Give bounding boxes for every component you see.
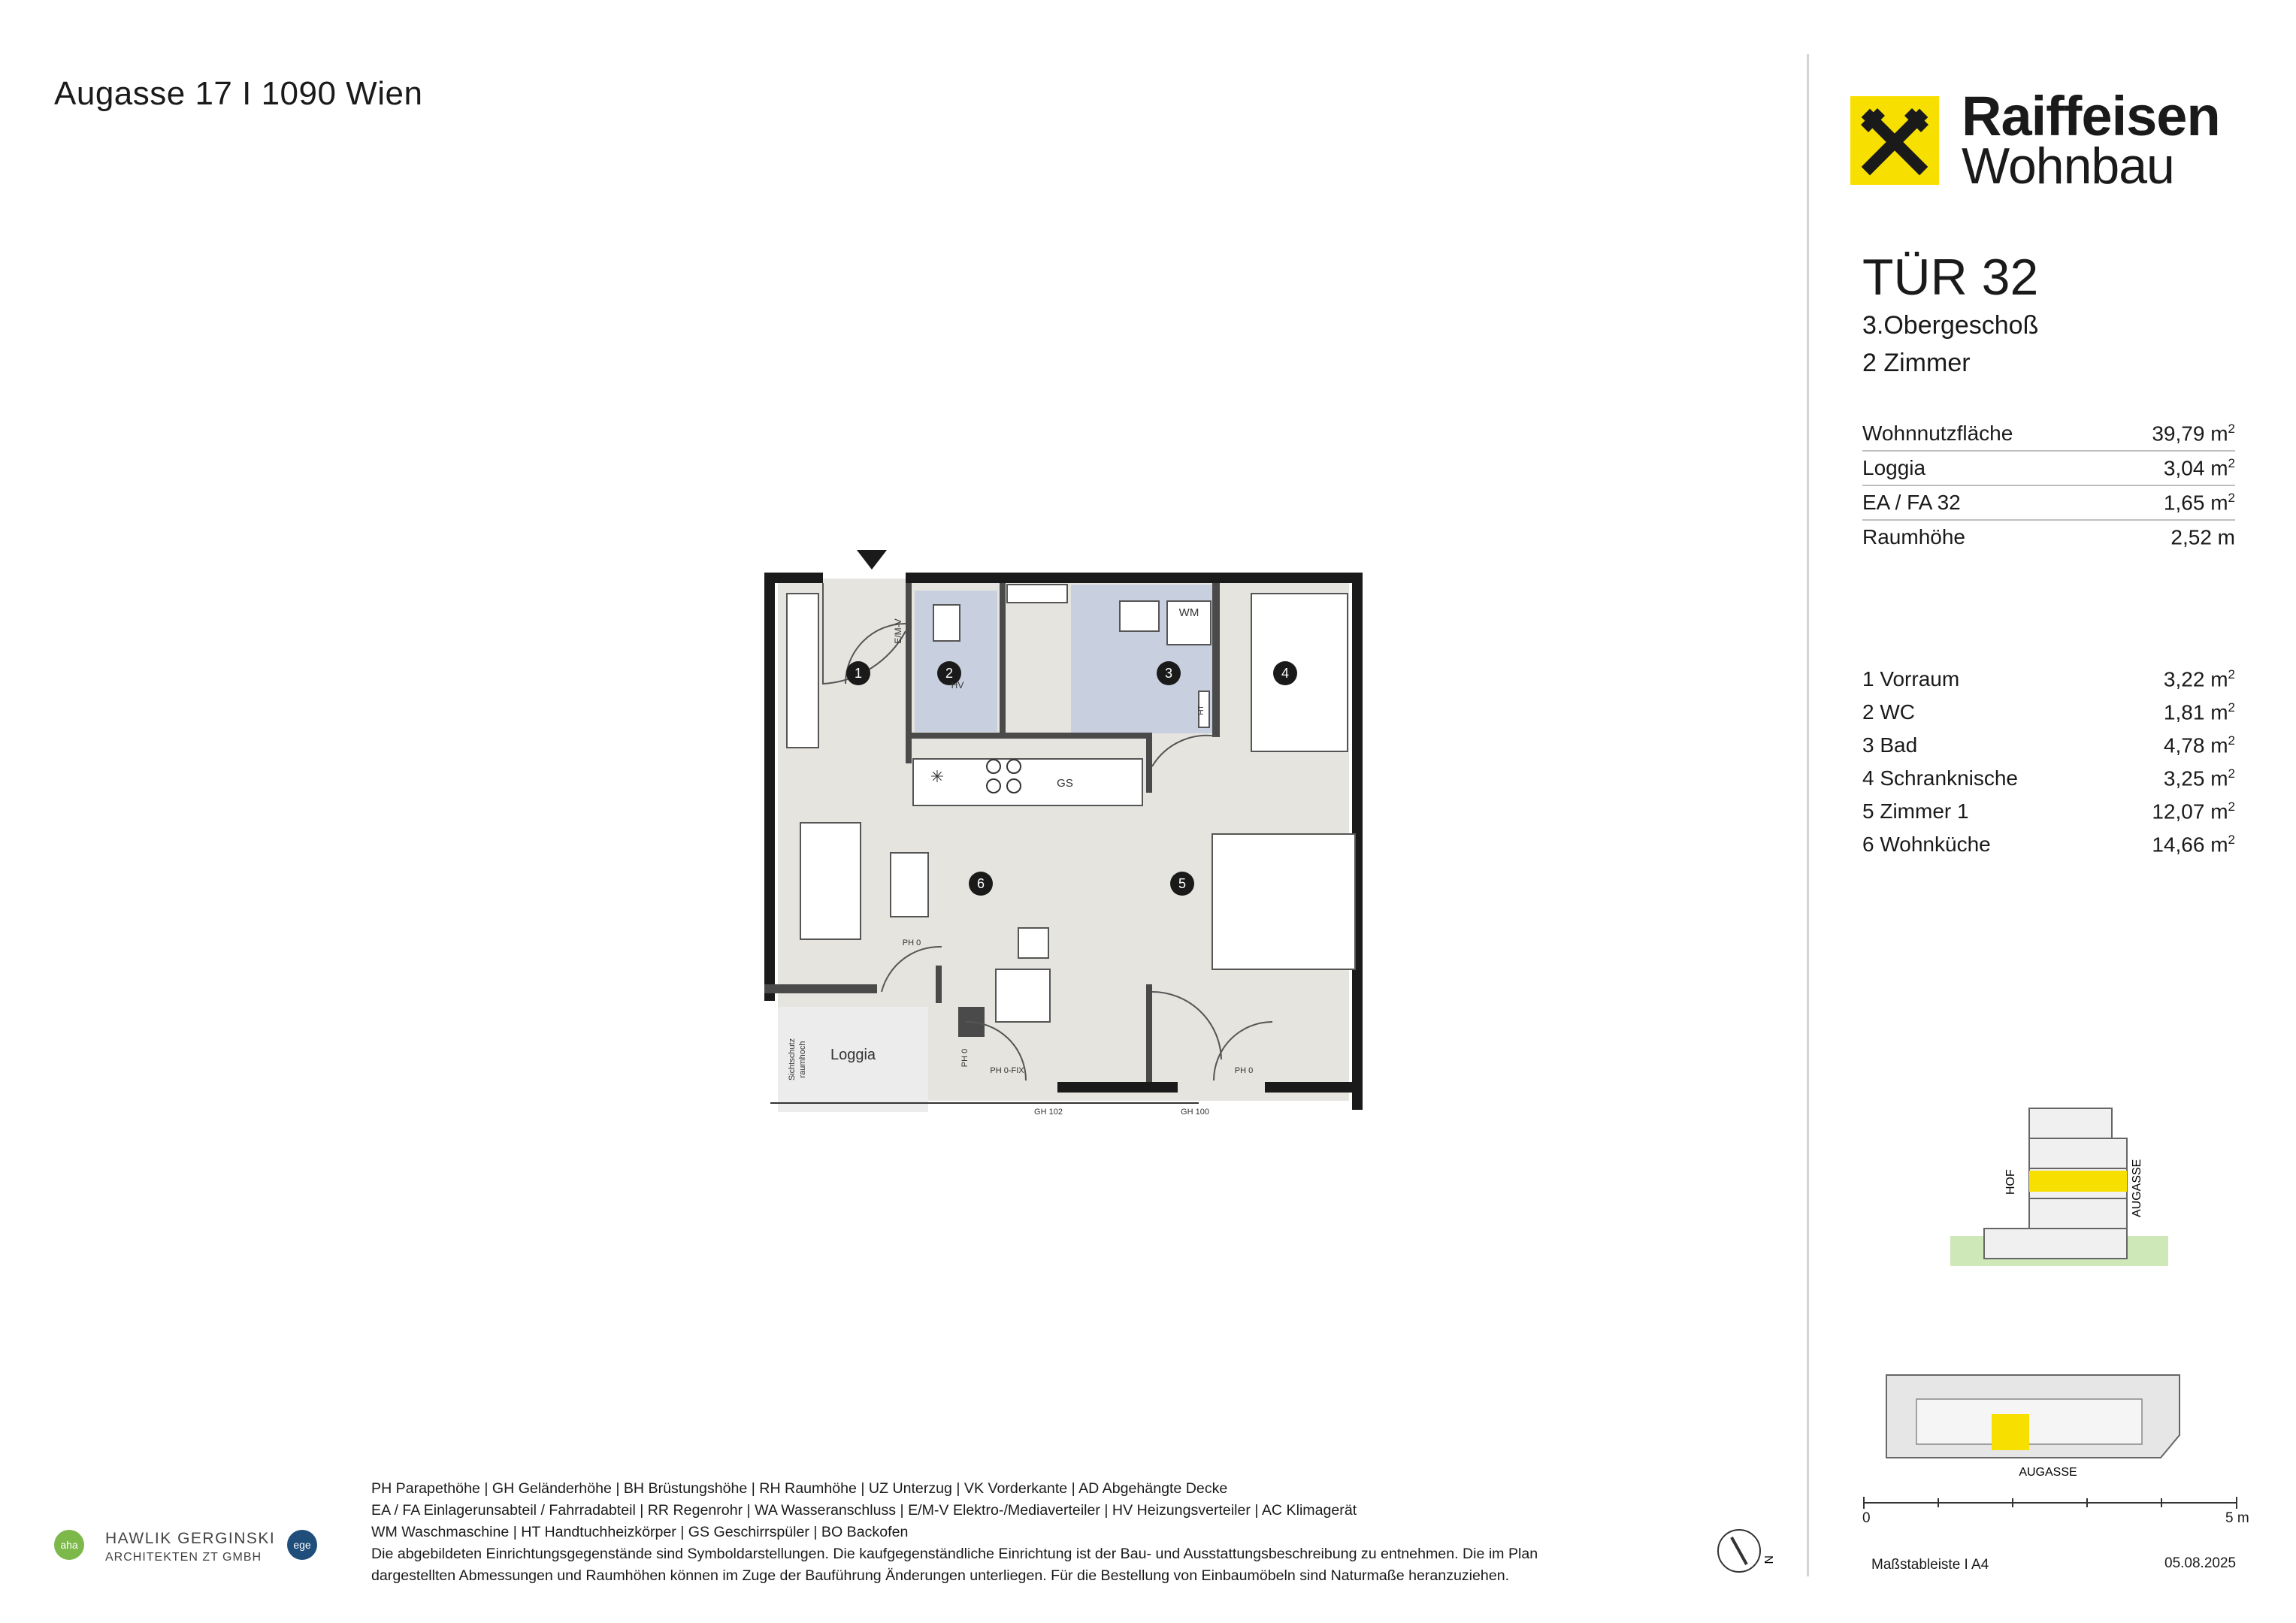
raiffeisen-gable-cross-icon [1850,96,1939,185]
parapet-fixed-label: PH 0-FIX [990,1066,1024,1075]
parapet-label: PH 0 [1234,1066,1254,1075]
room-number-1: 1 [854,666,863,681]
room-row: 5 Zimmer 1 12,07 $m^2$ [1862,799,2235,824]
unit-highlight-site [1992,1414,2029,1450]
dishwasher-label: GS [1057,777,1073,790]
area-row [1862,486,2235,521]
area-value: 3,04 $m^2$ [2163,455,2235,480]
section-key-plan [1939,1105,2180,1277]
north-letter: N [1762,1555,1774,1564]
area-label: Raumhöhe [1862,525,1965,549]
floor-plan [755,541,1372,1127]
street-side-label: AUGASSE [2131,1159,2143,1217]
room-row: 3 Bad 4,78 $m^2$ [1862,733,2235,757]
unit-highlight-section [2029,1171,2127,1192]
architect-subtitle: ARCHITEKTEN ZT GMBH [105,1551,262,1564]
room-number-4: 4 [1281,666,1290,681]
privacy-screen-label-2: raumhoch [798,1041,807,1078]
scale-start: 0 [1862,1510,1871,1526]
railing-height-label: GH 100 [1181,1108,1209,1117]
architect-badge-right: ege [287,1530,317,1560]
key-line: dargestellten Abmessungen und Raumhöhen können im Zuge der Bauführung Änderungen unterliegen. Für die Bestellung von Einbaumöbeln sind Naturmaße heranzuziehen. [371,1567,1510,1584]
room-number-6: 6 [976,876,985,891]
area-value: 2,52 m [2170,525,2235,549]
area-value: 39,79 $m^2$ [2152,421,2235,446]
area-row [1862,417,2235,452]
key-line: Die abgebildeten Einrichtungsgegenstände sind Symboldarstellungen. Die kaufgegenständliche Einrichtung ist der Bau- und Ausstattungsbeschreibung zu entnehmen. Die im Plan [371,1546,1538,1562]
entrance-arrow-icon [857,550,887,570]
room-row: 6 Wohnküche 14,66 $m^2$ [1862,832,2235,857]
privacy-screen-label: Sichtschutz [788,1038,797,1081]
brand-name: Raiffeisen [1962,85,2220,147]
street-label: AUGASSE [2019,1466,2077,1479]
key-line: PH Parapethöhe | GH Geländerhöhe | BH Brüstungshöhe | RH Raumhöhe | UZ Unterzug | VK Vorderkante | AD Abgehängte Decke [371,1480,1228,1497]
washing-machine-label: WM [1178,606,1199,619]
area-row [1862,452,2235,486]
area-row [1862,521,2235,554]
room-number-2: 2 [945,666,954,681]
project-address: Augasse 17 I 1090 Wien [54,75,423,112]
room-row: 1 Vorraum 3,22 $m^2$ [1862,666,2235,691]
loggia-label: Loggia [830,1047,876,1063]
area-label: Loggia [1862,456,1926,479]
architect-name: HAWLIK GERGINSKI [105,1530,276,1547]
key-line: EA / FA Einlagerunsabteil / Fahrradabteil | RR Regenrohr | WA Wasseranschluss | E/M-V Elektro-/Mediaverteiler | HV Heizungsverteiler | AC Klimagerät [371,1502,1357,1519]
media-distributor-label: E/M-V [893,618,903,644]
area-label: EA / FA 32 [1862,491,1961,514]
architect-badge-left: aha [54,1530,84,1560]
extractor-icon: ✳ [930,767,945,786]
unit-title: TÜR 32 [1862,249,2039,306]
area-label: Wohnnutzfläche [1862,422,2013,445]
parapet-label: PH 0 [960,1048,970,1068]
area-value: 1,65 $m^2$ [2163,490,2235,515]
plan-date: 05.08.2025 [2164,1555,2237,1571]
room-number-5: 5 [1178,876,1187,891]
towel-heater-label: HT [1197,705,1205,715]
courtyard-label: HOF [2004,1169,2017,1195]
site-key-plan [1879,1352,2195,1488]
heating-distributor-label: HV [951,680,964,691]
sidebar-divider [1807,54,1809,1576]
area-summary-table [1862,417,2235,554]
room-row: 4 Schranknische 3,25 $m^2$ [1862,766,2235,790]
parapet-label: PH 0 [902,938,921,948]
north-arrow-icon [1715,1525,1775,1578]
room-area-list [1862,663,2235,861]
key-line: WM Waschmaschine | HT Handtuchheizkörper | GS Geschirrspüler | BO Backofen [371,1524,909,1540]
unit-floor: 3.Obergeschoß [1862,311,2039,340]
unit-room-count: 2 Zimmer [1862,349,1971,377]
room-row: 2 WC 1,81 $m^2$ [1862,700,2235,724]
abbreviation-key [371,1478,1538,1587]
room-number-3: 3 [1164,666,1173,681]
scale-end: 5 m [2225,1510,2249,1526]
railing-height-label: GH 102 [1034,1108,1063,1117]
brand-subname: Wohnbau [1962,138,2174,195]
scale-label: Maßstableiste I A4 [1871,1557,1989,1573]
scale-bar [1862,1495,2238,1510]
